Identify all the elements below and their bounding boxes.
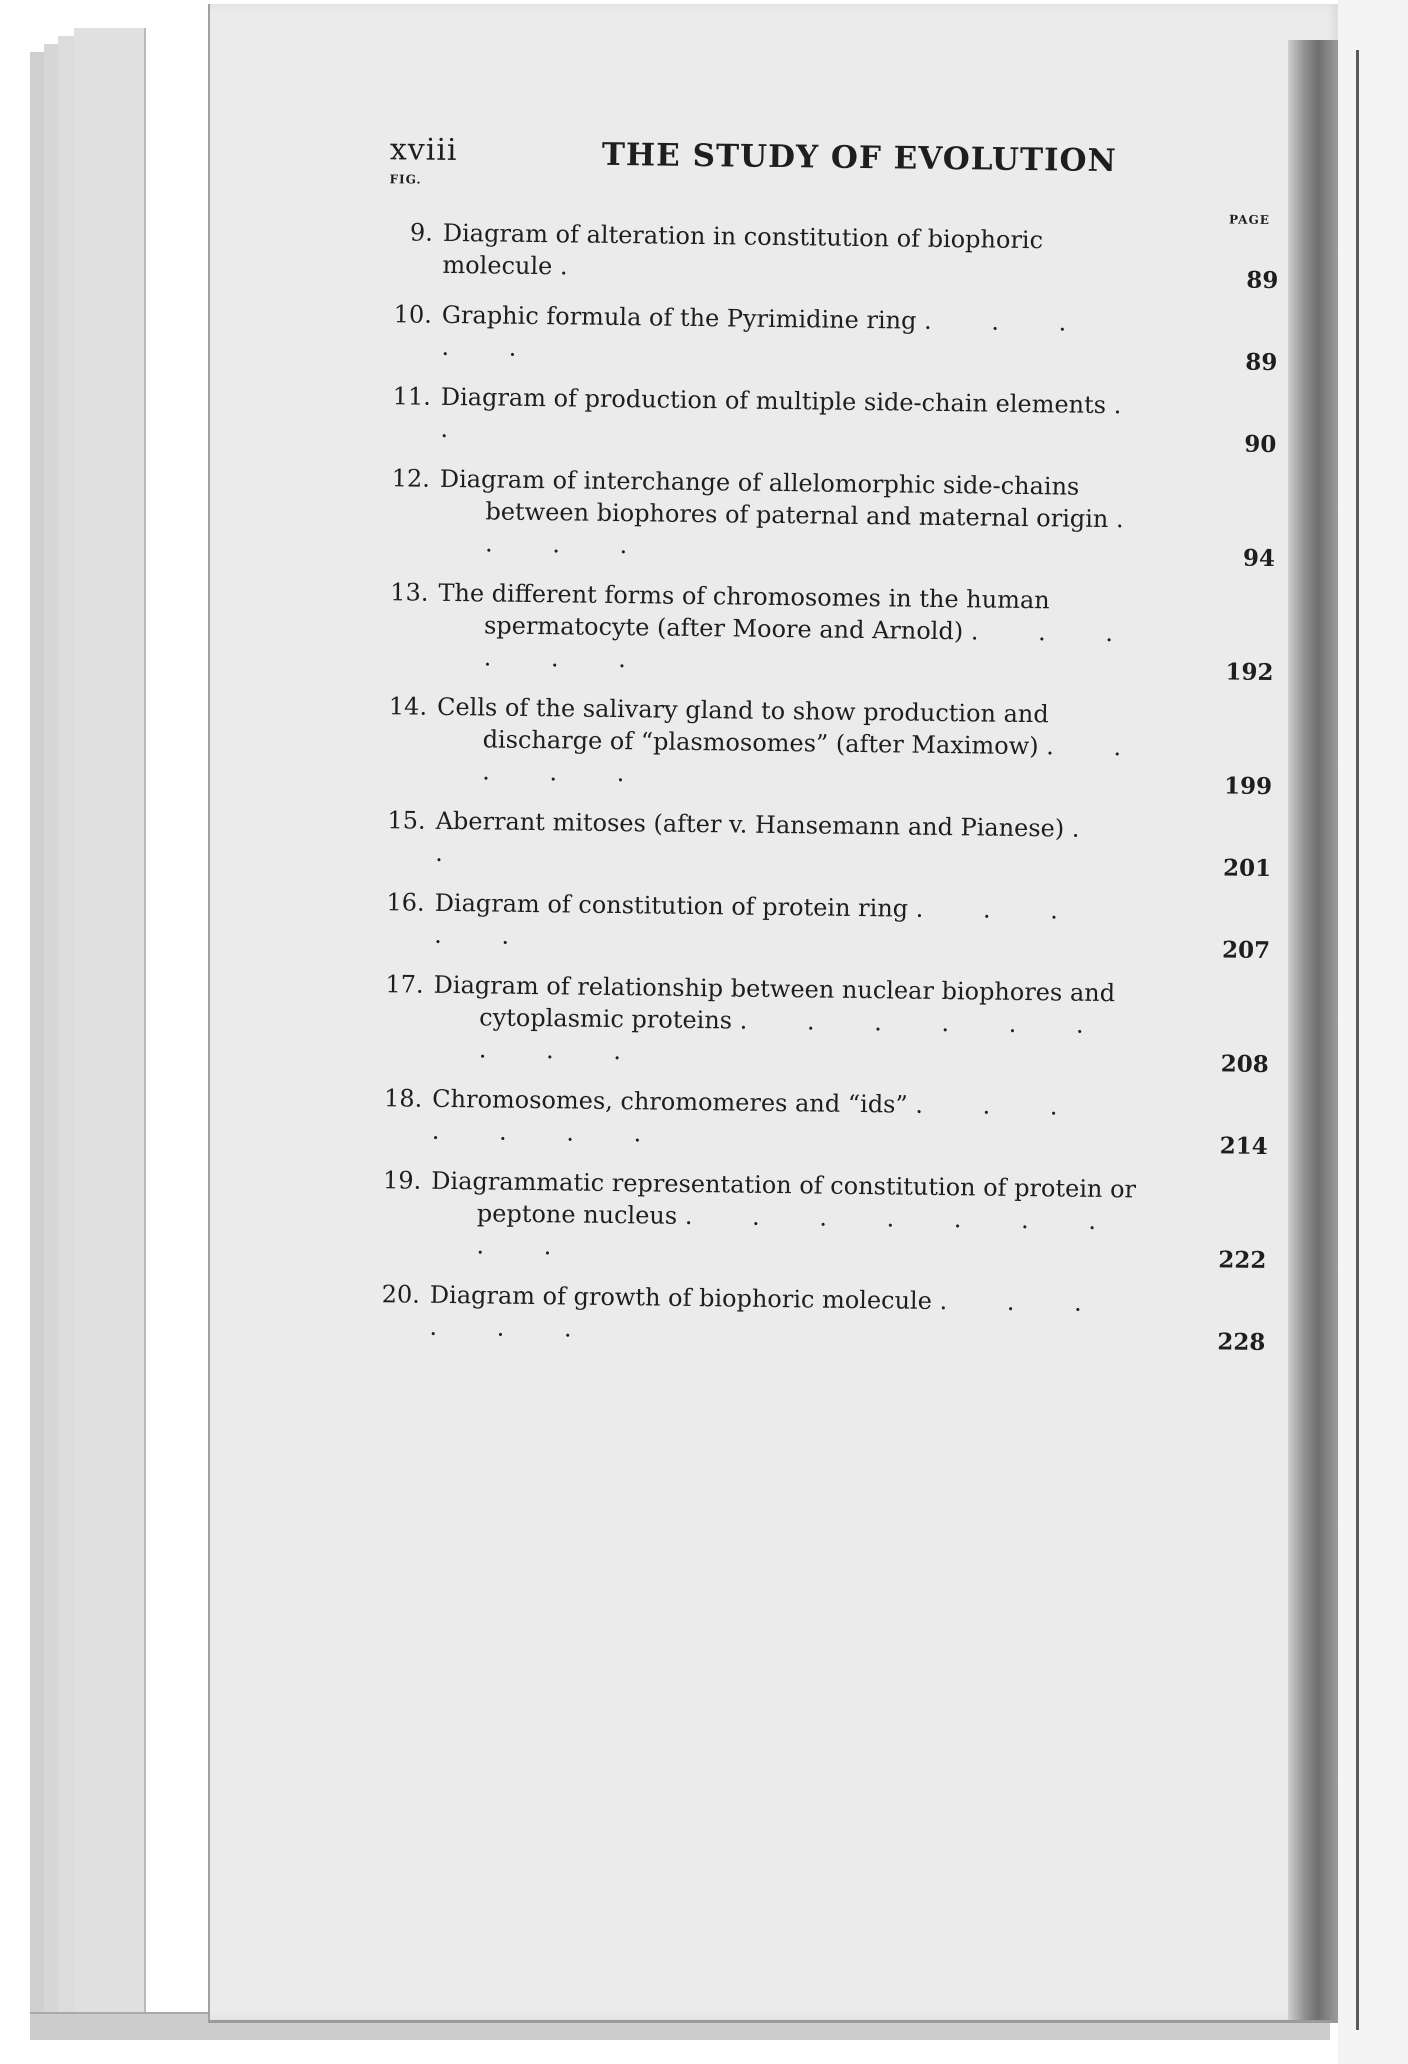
figure-number: 19. xyxy=(382,1166,422,1195)
leader-dots: . . . . . . . xyxy=(431,1090,1084,1148)
figure-title: Diagrammatic representation of constitution of protein or peptone nucleus . . . . . . . . . xyxy=(431,1166,1137,1261)
figure-number: 13. xyxy=(390,578,429,607)
figure-number: 10. xyxy=(393,300,433,329)
figure-page: 201 xyxy=(1222,854,1272,883)
leader-dots: . . . . . . . . . xyxy=(476,1201,1123,1261)
figure-page: 89 xyxy=(1245,348,1278,377)
leader-dots: . . . . . xyxy=(482,732,1148,788)
leader-dots: . . . . . xyxy=(441,306,1093,363)
figure-title: Graphic formula of the Pyrimidine ring . . . . . xyxy=(441,300,1093,363)
figure-entry xyxy=(376,380,1277,459)
figure-page: 208 xyxy=(1220,1050,1269,1079)
leader-dots: . . . . . . . . . xyxy=(478,1006,1110,1066)
leader-dots: . . xyxy=(440,391,1148,444)
figure-number: 18. xyxy=(383,1084,423,1113)
figure-entry xyxy=(369,968,1270,1079)
figure-title: Aberrant mitoses (after v. Hansemann and Pianese) . . xyxy=(435,806,1106,868)
figure-entry xyxy=(365,1278,1266,1356)
figure-entry xyxy=(375,462,1276,573)
figure-number: 16. xyxy=(386,888,425,917)
figure-page: 90 xyxy=(1244,430,1277,459)
page-column-label: PAGE xyxy=(1228,212,1271,227)
page-number: xviii xyxy=(389,132,458,169)
leader-dots: . xyxy=(559,252,594,281)
leader-dots: . . . . . . xyxy=(483,617,1140,674)
figure-page: 89 xyxy=(1246,266,1279,295)
figure-number: 12. xyxy=(391,464,431,493)
figure-entry xyxy=(371,804,1272,883)
figure-page: 228 xyxy=(1217,1328,1266,1356)
figure-page: 214 xyxy=(1219,1132,1268,1161)
figure-page: 192 xyxy=(1225,658,1274,687)
figure-title: Diagram of constitution of protein ring . . . . . xyxy=(434,888,1085,951)
figure-entry xyxy=(378,216,1279,295)
leader-dots: . . . . . xyxy=(434,894,1085,951)
figure-entry xyxy=(373,576,1274,687)
figure-page: 94 xyxy=(1242,544,1276,573)
figure-number: 20. xyxy=(381,1280,421,1309)
leader-dots: . . . . xyxy=(484,505,1150,560)
figure-entry xyxy=(368,1082,1269,1161)
figure-number: 14. xyxy=(388,692,428,721)
figure-list xyxy=(365,202,1279,1356)
book-title: THE STUDY OF EVOLUTION xyxy=(601,136,1118,180)
figure-title: Cells of the salivary gland to show production and discharge of “plasmosomes” (after Maximow) . . . . . xyxy=(436,692,1148,788)
figure-number: 17. xyxy=(385,970,424,999)
figure-number: 11. xyxy=(392,382,432,411)
figure-title: Diagram of relationship between nuclear biophores and cytoplasmic proteins . . . . . . . . . xyxy=(433,970,1116,1066)
running-head xyxy=(389,132,1320,193)
figure-title: Diagram of production of multiple side-chain elements . . xyxy=(440,382,1148,444)
figure-page: 222 xyxy=(1218,1246,1267,1275)
figure-title: Diagram of growth of biophoric molecule . . . . . . xyxy=(429,1280,1108,1343)
figure-number: 9. xyxy=(409,218,434,247)
fig-column-label: FIG. xyxy=(389,172,422,187)
figure-title: The different forms of chromosomes in the human spermatocyte (after Moore and Arnold) . . . . . . xyxy=(438,578,1140,674)
figure-entry xyxy=(370,886,1271,965)
figure-title: Diagram of interchange of allelomorphic side-chains between biophores of paternal and maternal origin . . . . xyxy=(439,464,1150,560)
figure-title: Diagram of alteration in constitution of biophoric molecule . xyxy=(442,218,1044,281)
figure-page: 207 xyxy=(1221,936,1271,965)
figure-title: Chromosomes, chromomeres and “ids” . . . . . . . xyxy=(431,1084,1084,1148)
figure-entry xyxy=(377,298,1278,377)
leader-dots: . . xyxy=(435,814,1106,868)
leader-dots: . . . . . . xyxy=(429,1287,1108,1343)
figure-entry xyxy=(372,690,1273,801)
figure-number: 15. xyxy=(387,806,426,835)
figure-entry xyxy=(366,1164,1267,1275)
figure-page: 199 xyxy=(1223,772,1273,801)
